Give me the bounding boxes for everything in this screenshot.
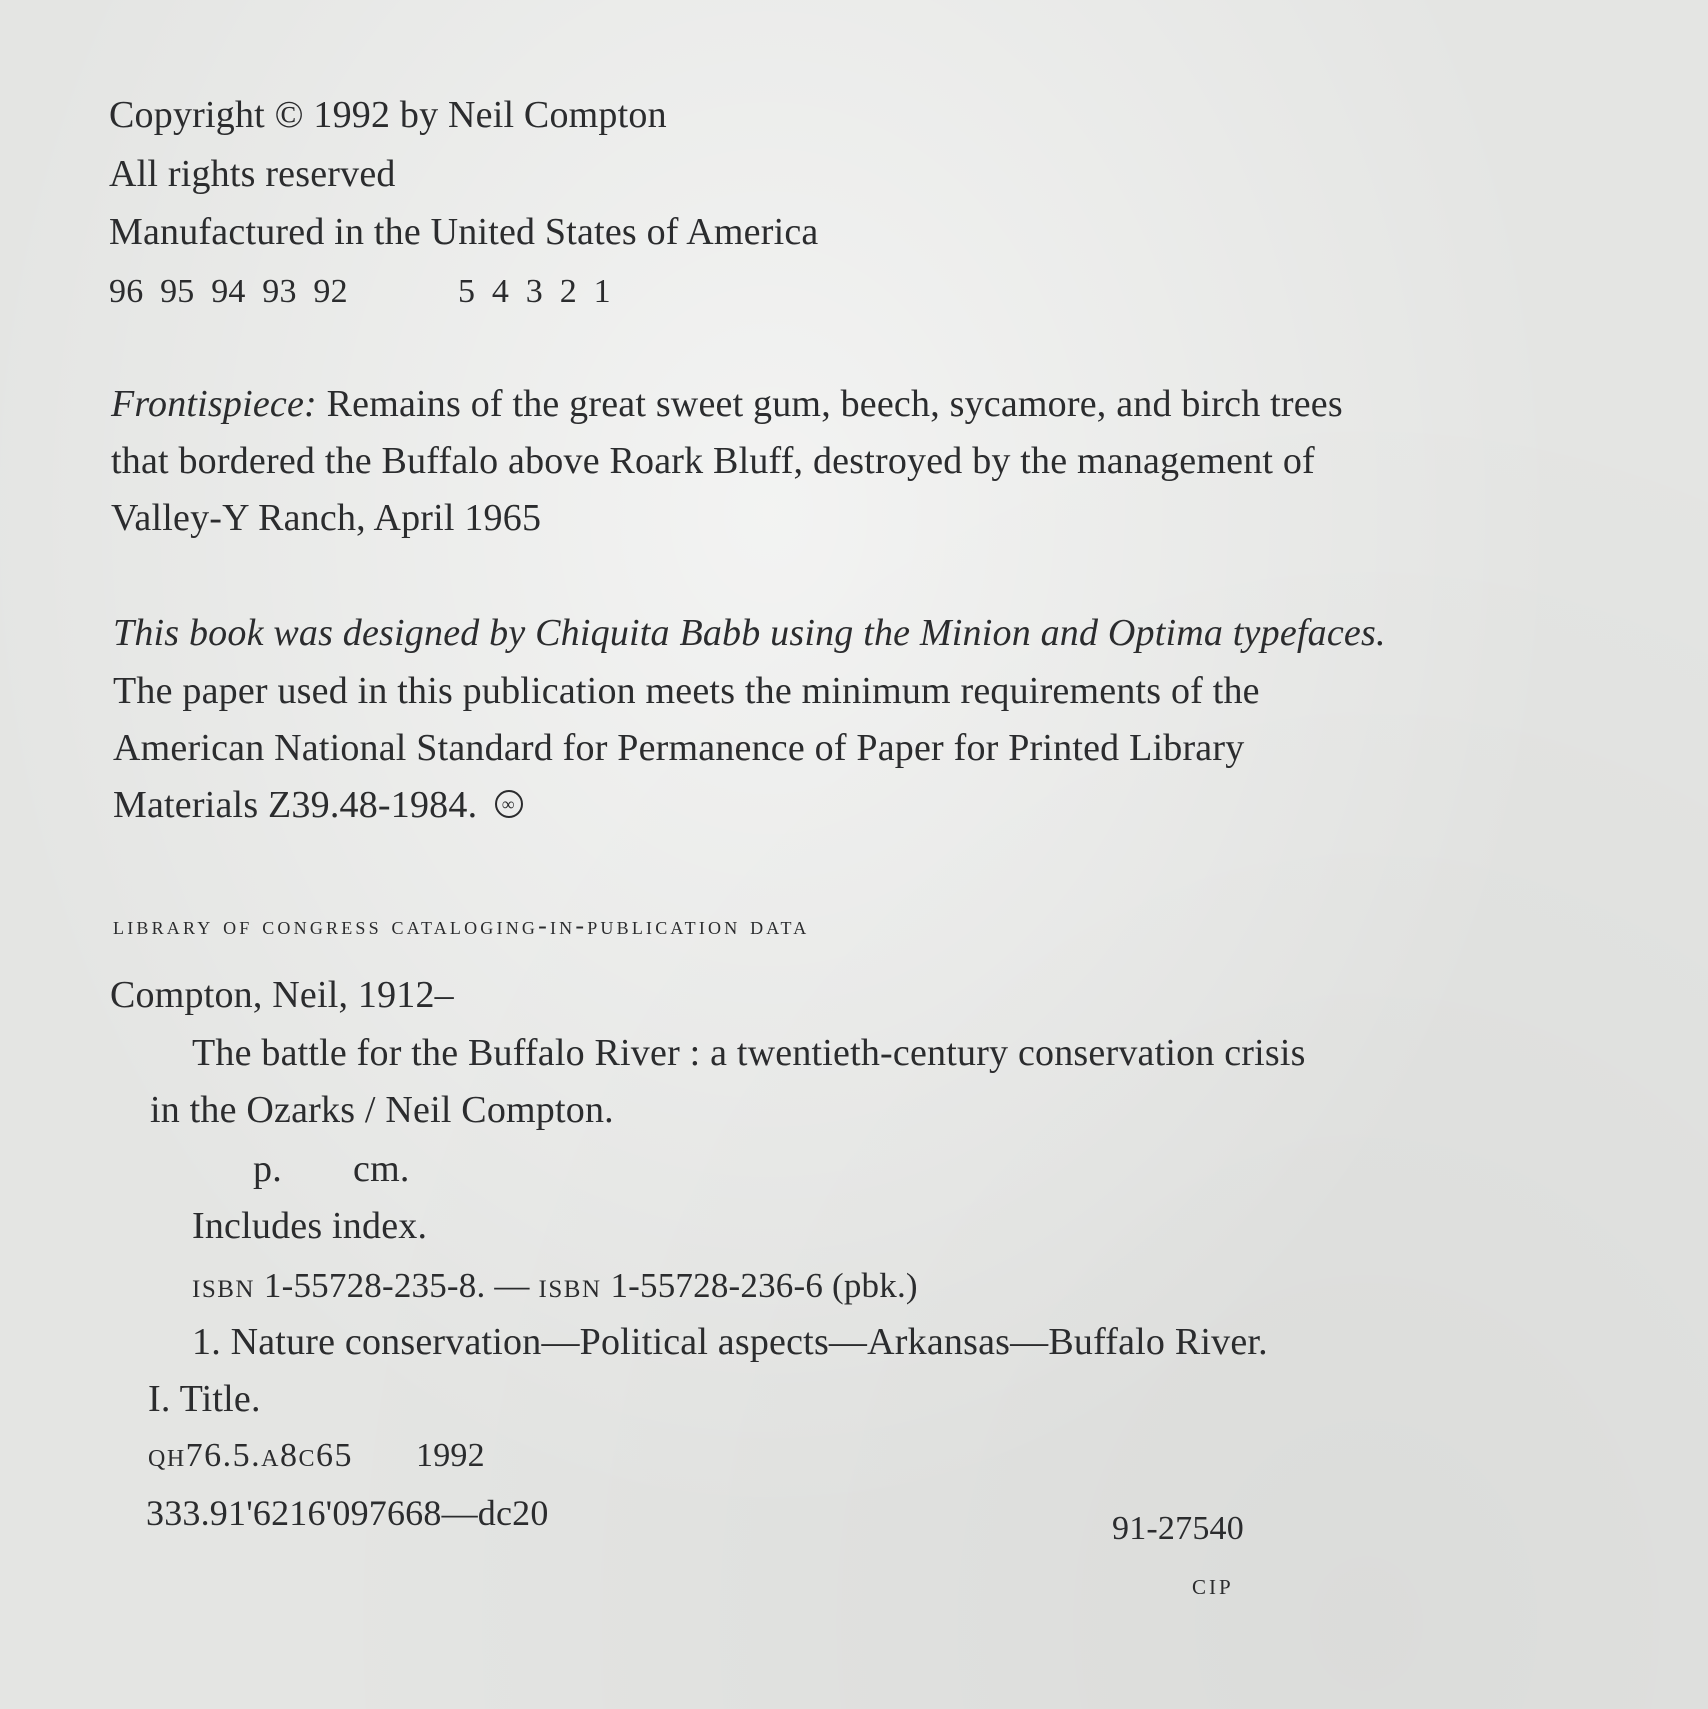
cip-dewey: 333.91'6216'097668—dc20 <box>146 1493 549 1533</box>
cip-lccn: 91-27540 <box>1112 1510 1244 1547</box>
isbn-label: isbn <box>538 1266 602 1305</box>
paper-line-1: The paper used in this publication meets the minimum requirements of the <box>113 670 1260 712</box>
frontispiece-line-3: Valley-Y Ranch, April 1965 <box>111 497 542 539</box>
cip-author: Compton, Neil, 1912– <box>110 974 454 1016</box>
cip-subject: 1. Nature conservation—Political aspects—Arkansas—Buffalo River. <box>192 1321 1268 1363</box>
cip-p: p. <box>253 1148 282 1190</box>
cip-class-year: 1992 <box>416 1437 485 1474</box>
paper-line-2: American National Standard for Permanence of Paper for Printed Library <box>113 727 1245 769</box>
cip-title-line-1: The battle for the Buffalo River : a twentieth-century conservation crisis <box>192 1032 1306 1074</box>
isbn-cloth: 1-55728-235-8. — <box>263 1266 530 1305</box>
printing-numbers: 5 4 3 2 1 <box>458 273 611 310</box>
permanence-icon: ∞ <box>495 790 523 818</box>
frontispiece-text-1: Remains of the great sweet gum, beech, sycamore, and birch trees <box>326 383 1343 425</box>
design-line: This book was designed by Chiquita Babb using the Minion and Optima typefaces. <box>113 612 1386 654</box>
printing-years: 96 95 94 93 92 <box>109 273 348 310</box>
manufactured-line: Manufactured in the United States of America <box>109 211 819 253</box>
frontispiece-line-1 <box>111 385 1343 423</box>
cip-title-line-2: in the Ozarks / Neil Compton. <box>150 1089 614 1131</box>
cip-class-number <box>148 1439 353 1473</box>
frontispiece-label: Frontispiece: <box>111 383 317 425</box>
frontispiece-line-2: that bordered the Buffalo above Roark Bluff, destroyed by the management of <box>111 440 1315 482</box>
paper-standard: Materials Z39.48-1984. <box>113 784 478 826</box>
cip-title-entry: I. Title. <box>148 1378 261 1420</box>
cip-isbn <box>192 1268 918 1303</box>
rights-line: All rights reserved <box>109 153 396 195</box>
cip-includes: Includes index. <box>192 1205 428 1247</box>
paper-line-3 <box>113 786 523 824</box>
isbn-label: isbn <box>192 1266 255 1305</box>
copyright-line: Copyright © 1992 by Neil Compton <box>109 94 667 136</box>
cip-label: cip <box>1192 1568 1234 1601</box>
cip-heading: library of congress cataloging-in-publication data <box>113 911 810 940</box>
isbn-paper: 1-55728-236-6 (pbk.) <box>610 1266 918 1305</box>
lc-class: qh76.5.a8c65 <box>148 1437 354 1474</box>
cip-cm: cm. <box>353 1148 410 1190</box>
